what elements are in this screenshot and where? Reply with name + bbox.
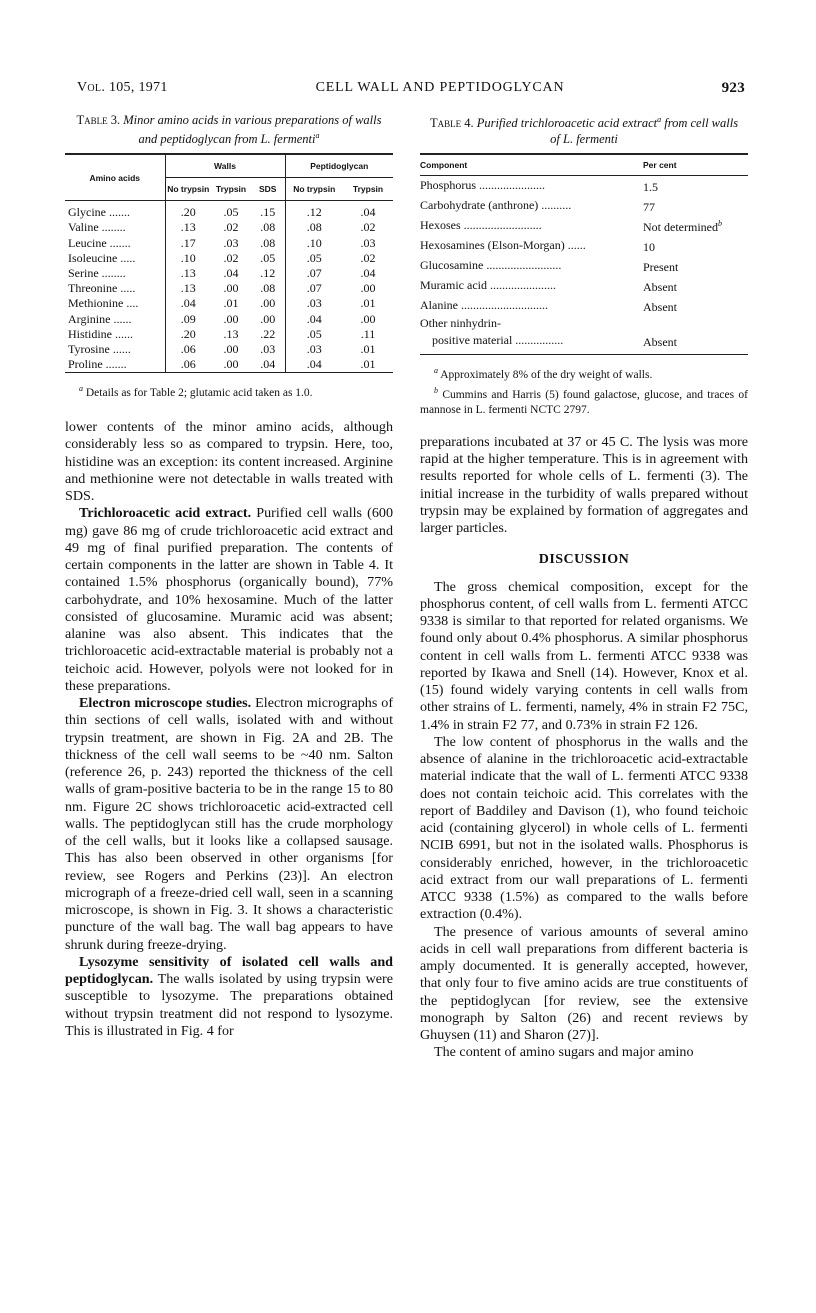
table3-value: .10 xyxy=(285,236,343,251)
table4-percent: Absent xyxy=(643,299,677,314)
table3-amino-acid: Arginine ...... xyxy=(68,311,132,326)
table4-col-percent: Per cent xyxy=(643,160,677,171)
table3-amino-acid: Serine ........ xyxy=(68,265,126,280)
table3-amino-acid: Threonine ..... xyxy=(68,281,136,296)
table3-value: .11 xyxy=(360,326,376,341)
table3-value: .06 xyxy=(165,342,211,357)
table4-caption-text-2: from cell walls of L. fermenti xyxy=(550,116,739,147)
paragraph: lower contents of the minor amino acids, although considerably less so as compared to trypsin. Here, too, histidine was an exception: its content increased. Arginine and methionine were not detectable in walls treated with SDS. xyxy=(65,419,393,505)
table3-value: .07 xyxy=(285,266,343,281)
table3-value: .04 xyxy=(360,205,376,220)
table4-col-component: Component xyxy=(420,160,468,171)
paragraph-text: Purified cell walls (600 mg) gave 86 mg of crude trichloroacetic acid extract and 49 mg of final purified preparation. The contents of certain components in the latter are shown in Table 4. It contained 1.5% phosphorus (organically bound), 77% carbohydrate, and 10% hexosamine. Much of the latter consisted of glucosamine. Muramic acid was absent; alanine was also absent. This indicates that the trichloroacetic acid-extractable material is probably not a teichoic acid. However, polyols were not looked for in these preparations. xyxy=(65,505,393,694)
table3-row xyxy=(65,236,393,251)
table3-row xyxy=(65,357,393,372)
table3-row xyxy=(65,327,393,342)
table3-amino-acid: Valine ........ xyxy=(68,220,126,235)
table3-value: .00 xyxy=(260,296,276,311)
table4-component: Alanine ............................. xyxy=(420,297,548,312)
table4-caption-mark: a xyxy=(657,115,662,124)
table3-label: Table 3. xyxy=(76,113,121,127)
table3-value: .12 xyxy=(260,265,276,280)
paragraph: The presence of various amounts of several amino acids in cell wall preparations from different bacteria is amply documented. It is generally accepted, however, that only four to five amino acids are true constituents of the peptidoglycan [for review, see the extensive monograph by Salton (26) and recent reviews by Ghuysen (11) and Sharon (27)]. xyxy=(420,923,748,1044)
table3-footnote xyxy=(65,381,393,401)
table3-amino-acid: Histidine ...... xyxy=(68,326,133,341)
table3-value: .02 xyxy=(360,220,376,235)
right-column xyxy=(420,112,748,1062)
table3-value: .04 xyxy=(285,312,343,327)
table4-footnote-a-text: Approximately 8% of the dry weight of walls. xyxy=(440,369,653,382)
table3-amino-acid: Methionine .... xyxy=(68,296,139,311)
table4-percent: Absent xyxy=(643,279,677,294)
table3-value: .05 xyxy=(260,250,276,265)
run-in-heading: Electron microscope studies. xyxy=(79,695,252,712)
table3-amino-acid: Glycine ....... xyxy=(68,205,130,220)
table4-row xyxy=(420,316,748,332)
table3-value: .00 xyxy=(223,341,239,356)
table3-value: .03 xyxy=(285,296,343,311)
table4-percent: 1.5 xyxy=(643,180,658,195)
paragraph-text: The walls isolated by using trypsin were susceptible to lysozyme. The preparations obtained without trypsin treatment did not respond to lysozyme. This is illustrated in Fig. 4 for xyxy=(65,971,393,1039)
table3-value: .02 xyxy=(223,220,239,235)
table3-value: .08 xyxy=(260,220,276,235)
table3-caption-mark: a xyxy=(315,131,320,140)
table3-value: .05 xyxy=(285,327,343,342)
table4-component: Hexosamines (Elson-Morgan) ...... xyxy=(420,237,586,252)
table3-value: .10 xyxy=(165,251,211,266)
table3-value: .01 xyxy=(223,296,239,311)
table4-footnote-a-mark: a xyxy=(434,366,438,376)
table4-percent: Not determined$^b$ xyxy=(643,218,722,234)
table3-value: .15 xyxy=(260,205,276,220)
table4-row xyxy=(420,236,748,256)
table3-value: .13 xyxy=(165,281,211,296)
table4-component: Muramic acid ...................... xyxy=(420,277,556,292)
running-header-title: CELL WALL AND PEPTIDOGLYCAN xyxy=(315,80,565,95)
table3-row xyxy=(65,201,393,221)
table3-value: .00 xyxy=(260,311,276,326)
table3-value: .01 xyxy=(360,357,376,372)
table4-component: Phosphorus ...................... xyxy=(420,178,546,193)
table3-value: .08 xyxy=(285,220,343,235)
table3-row xyxy=(65,342,393,357)
table3-group-walls: Walls xyxy=(165,155,285,178)
paragraph: preparations incubated at 37 or 45 C. The lysis was more rapid at the higher temperature. This is in agreement with results reported for whole cells of L. fermenti (3). The initial increase in the turbidity of walls prepared without trypsin may be explained by formation of aggregates and larger particles. xyxy=(420,433,748,537)
table3-value: .04 xyxy=(165,296,211,311)
table3-value: .02 xyxy=(223,250,239,265)
table3-group-peptidoglycan: Peptidoglycan xyxy=(285,155,393,178)
table4-component: Glucosamine ......................... xyxy=(420,257,562,272)
table3-row xyxy=(65,312,393,327)
table3-col-header: Trypsin xyxy=(211,178,251,201)
table4-row xyxy=(420,196,748,216)
table3-value: .13 xyxy=(165,220,211,235)
table3-row xyxy=(65,296,393,311)
table4-label: Table 4. xyxy=(429,116,474,131)
table4-bottom-rule xyxy=(420,354,748,355)
table4 xyxy=(420,155,748,351)
paragraph: The content of amino sugars and major amino xyxy=(434,1044,694,1061)
table3-value: .04 xyxy=(223,265,239,280)
table4-row xyxy=(420,331,748,351)
table4-footnote-a xyxy=(420,363,748,383)
table4-percent xyxy=(640,316,748,332)
table3-value: .04 xyxy=(260,357,276,372)
table3-value: .08 xyxy=(260,281,276,296)
paragraph xyxy=(65,695,393,954)
table4-component: Other ninhydrin- xyxy=(420,315,501,330)
table4-caption-text: Purified trichloroacetic acid extract xyxy=(476,116,658,131)
table3-value: .03 xyxy=(360,235,376,250)
table3-amino-acid: Tyrosine ...... xyxy=(68,341,131,356)
table3-value: .00 xyxy=(360,311,376,326)
left-column xyxy=(65,112,393,1040)
table3-value: .13 xyxy=(223,326,239,341)
paragraph-text: Electron micrographs of thin sections of cell walls, isolated with and without trypsin treatment, are shown in Fig. 2A and 2B. The thickness of the cell wall seems to be ~40 nm. Salton (reference 26, p. 243) reported the thickness of the cell walls of gram-positive bacteria to be in the range 15 to 80 nm. Figure 2C shows trichloroacetic acid-extracted cell walls. The peptidoglycan still has the crude morphology of the cell walls, but it looks like a collapsed sausage. This has also been observed in other organisms [for review, see Rogers and Perkins (23)]. An electron micrograph of a freeze-dried cell wall, seen in a scanning microscope, is shown in Fig. 3. It shows a characteristic puncture of the wall bag. The wall bag appears to have shrunk during freeze-drying. xyxy=(65,695,394,953)
table4-percent: 77 xyxy=(643,200,655,215)
table3-value: .01 xyxy=(360,341,376,356)
table3-value: .22 xyxy=(260,326,276,341)
table4-component: positive material ................ xyxy=(420,333,564,348)
table4-percent: Present xyxy=(643,259,679,274)
table3-caption xyxy=(69,112,389,147)
table3-amino-acid: Leucine ....... xyxy=(68,235,131,250)
right-body-text xyxy=(420,434,748,1062)
run-in-heading: Lysozyme sensitivity of isolated cell walls and peptidoglycan. xyxy=(65,953,393,988)
table3-value: .06 xyxy=(165,357,211,372)
table3-row xyxy=(65,281,393,296)
table3-row xyxy=(65,220,393,235)
table3 xyxy=(65,155,393,372)
table3-value: .00 xyxy=(223,311,239,326)
table4-percent: Absent xyxy=(643,335,677,350)
table3-value: .03 xyxy=(223,235,239,250)
table3-col-header: No trypsin xyxy=(165,178,211,201)
table4-row xyxy=(420,216,748,236)
table3-amino-acid: Proline ....... xyxy=(68,357,127,372)
table3-value: .09 xyxy=(165,312,211,327)
table4-footnote-b xyxy=(420,383,748,418)
page-number: 923 xyxy=(721,80,745,96)
table4-caption xyxy=(424,112,744,147)
table4-row xyxy=(420,256,748,276)
running-header-volume: Vol. 105, 1971 xyxy=(77,80,168,95)
table4-row xyxy=(420,276,748,296)
table3-value: .04 xyxy=(285,357,343,372)
paragraph: The gross chemical composition, except for the phosphorus content, of cell walls from L. fermenti ATCC 9338 is similar to that reported for related organisms. We found only about 0.4% phosphorus. A similar phosphorus content in cell walls from L. fermenti ATCC 9338 was reported by Ikawa and Snell (14). However, Knox et al. (15) found widely varying contents in cell walls from other strains of L. fermenti, namely, 4% in strain F2 75C, 1.4% in strain F2 77, and 0.73% in strain F2 126. xyxy=(420,578,748,733)
table3-col-header: No trypsin xyxy=(285,178,343,201)
paragraph xyxy=(65,954,393,1040)
table3-value: .01 xyxy=(360,296,376,311)
table3-value: .20 xyxy=(165,327,211,342)
run-in-heading: Trichloroacetic acid extract. xyxy=(79,505,252,522)
table3-value: .07 xyxy=(285,281,343,296)
table3-value: .05 xyxy=(223,205,239,220)
table3-value: .03 xyxy=(285,342,343,357)
table3-col-header: SDS xyxy=(251,178,285,201)
table3-row xyxy=(65,266,393,281)
table3-amino-acid: Isoleucine ..... xyxy=(68,250,136,265)
table3-value: .04 xyxy=(360,265,376,280)
table3-value: .02 xyxy=(360,250,376,265)
table4-percent: 10 xyxy=(643,239,655,254)
table3-value: .08 xyxy=(260,235,276,250)
table4-row xyxy=(420,176,748,196)
table4-row xyxy=(420,296,748,316)
table4-component: Hexoses .......................... xyxy=(420,217,542,232)
table4-footnote-b-mark: b xyxy=(434,386,438,396)
discussion-heading: DISCUSSION xyxy=(538,552,630,568)
table3-value: .12 xyxy=(285,201,343,221)
paragraph xyxy=(65,505,393,695)
left-body-text xyxy=(65,419,393,1040)
table3-col-header: Trypsin xyxy=(343,178,393,201)
table3-value: .13 xyxy=(165,266,211,281)
table4-footnote-b-text: Cummins and Harris (5) found galactose, glucose, and traces of mannose in L. fermenti NCTC 2797. xyxy=(420,388,748,416)
table3-value: .20 xyxy=(165,201,211,221)
table3-caption-text: Minor amino acids in various preparations of walls and peptidoglycan from L. fermenti xyxy=(123,113,382,147)
table3-value: .05 xyxy=(285,251,343,266)
table3-value: .00 xyxy=(360,281,376,296)
table3-value: .00 xyxy=(223,357,239,372)
table3-row xyxy=(65,251,393,266)
table3-value: .03 xyxy=(260,341,276,356)
table3-value: .17 xyxy=(165,236,211,251)
table3-value: .00 xyxy=(223,281,239,296)
table3-footnote-mark: a xyxy=(79,384,83,394)
table3-row-header: Amino acids xyxy=(65,155,165,201)
paragraph: The low content of phosphorus in the walls and the absence of alanine in the trichloroacetic acid-extractable material indicate that the wall of L. fermenti ATCC 9338 does not contain teichoic acid. This correlates with the report of Baddiley and Davison (1), who found teichoic acid (containing glycerol) in whole cells of L. fermenti NCIB 6991, but not in the isolated walls. Phosphorus is considerably enriched, however, in the trichloroacetic acid extract from our wall preparations of L. fermenti ATCC 9338 (1.5%) as compared to the walls before extraction (0.4%). xyxy=(420,733,748,923)
table4-component: Carbohydrate (anthrone) .......... xyxy=(420,198,572,213)
table3-bottom-rule xyxy=(65,372,393,373)
table3-footnote-text: Details as for Table 2; glutamic acid taken as 1.0. xyxy=(85,387,313,400)
